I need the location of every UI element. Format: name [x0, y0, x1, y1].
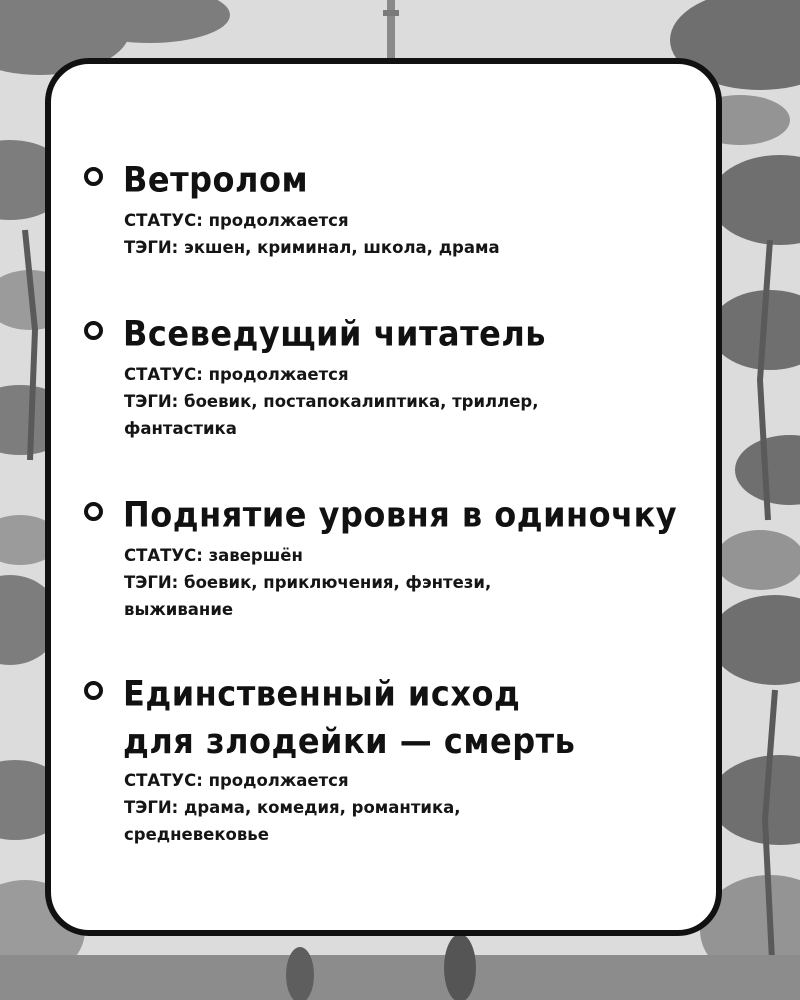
title-line: для злодейки — смерть — [123, 720, 576, 762]
tags-label: ТЭГИ: — [124, 573, 179, 592]
status-label: СТАТУС: — [124, 771, 203, 790]
tags-line-continued: выживание — [124, 600, 234, 619]
status-line — [124, 361, 684, 388]
tags-label: ТЭГИ: — [124, 392, 179, 411]
status-line — [124, 207, 684, 234]
title-line: Всеведущий читатель — [123, 313, 547, 355]
status-line — [124, 542, 684, 569]
item-title — [123, 491, 677, 539]
tags-line — [124, 388, 684, 415]
tags-line — [124, 569, 684, 596]
status-value: продолжается — [208, 211, 349, 230]
item-meta — [124, 361, 684, 442]
bullet-circle-icon — [84, 321, 103, 340]
status-label: СТАТУС: — [124, 365, 203, 384]
bullet-circle-icon — [84, 167, 103, 186]
bullet-circle-icon — [84, 681, 103, 700]
tags-line-continued: средневековье — [124, 825, 269, 844]
tags-value: экшен, криминал, школа, драма — [184, 238, 500, 257]
status-label: СТАТУС: — [124, 546, 203, 565]
tags-line — [124, 234, 684, 261]
item-meta — [124, 207, 684, 261]
item-title — [123, 670, 575, 765]
tags-line-continued: фантастика — [124, 419, 237, 438]
title-line: Ветролом — [123, 159, 309, 201]
item-title — [123, 156, 308, 204]
item-meta — [124, 542, 684, 623]
tags-value: драма, комедия, романтика, — [184, 798, 461, 817]
status-value: продолжается — [208, 365, 349, 384]
item-title — [123, 310, 546, 358]
bullet-circle-icon — [84, 502, 103, 521]
title-line: Единственный исход — [123, 673, 521, 715]
status-line — [124, 767, 684, 794]
item-meta — [124, 767, 684, 848]
tags-label: ТЭГИ: — [124, 798, 179, 817]
tags-label: ТЭГИ: — [124, 238, 179, 257]
title-line: Поднятие уровня в одиночку — [123, 494, 678, 536]
tags-value: боевик, постапокалиптика, триллер, — [184, 392, 539, 411]
status-value: продолжается — [208, 771, 349, 790]
tags-line — [124, 794, 684, 821]
status-value: завершён — [208, 546, 303, 565]
tags-value: боевик, приключения, фэнтези, — [184, 573, 492, 592]
info-card — [45, 58, 722, 936]
status-label: СТАТУС: — [124, 211, 203, 230]
